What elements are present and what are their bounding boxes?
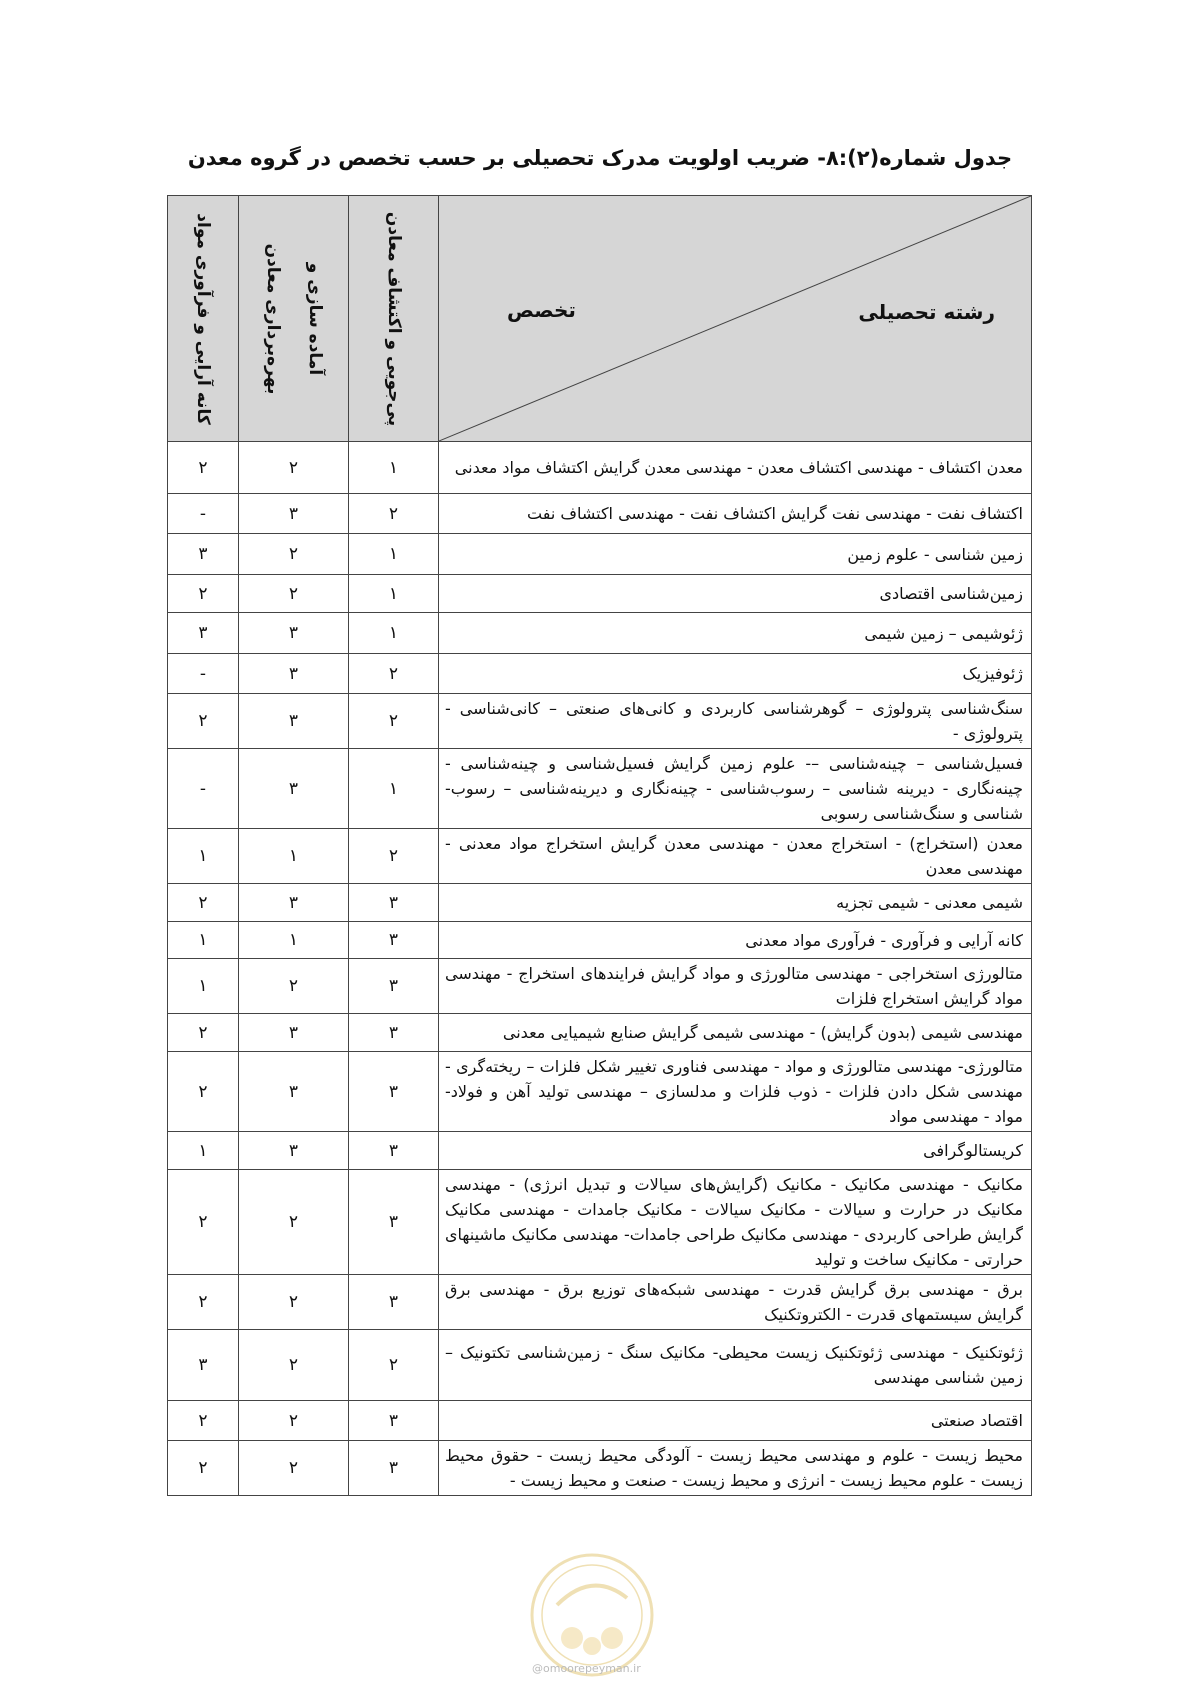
preparation-value: ۲ [239,442,349,494]
exploration-value: ۳ [349,1170,439,1275]
preparation-value: ۳ [239,654,349,694]
coefficient-table [167,195,1032,1496]
exploration-value: ۳ [349,1441,439,1496]
exploration-value: ۲ [349,494,439,534]
preparation-value: ۲ [239,1441,349,1496]
table-row [168,1170,1032,1275]
specialty-cell: سنگ‌شناسی پترولوژی – گوهرشناسی کاربردی و کانی‌های صنعتی – کانی‌شناسی - پترولوژی - [439,694,1032,749]
processing-value: ۳ [168,1330,239,1401]
specialty-cell: کانه آرایی و فرآوری - فرآوری مواد معدنی [439,922,1032,959]
processing-value: ۲ [168,442,239,494]
specialty-cell: معدن (استخراج) - استخراج معدن - مهندسی معدن گرایش استخراج مواد معدنی - مهندسی معدن [439,829,1032,884]
table-row [168,1275,1032,1330]
exploration-value: ۳ [349,922,439,959]
processing-value: ۱ [168,922,239,959]
specialty-cell: معدن اکتشاف - مهندسی اکتشاف معدن - مهندسی معدن گرایش اکتشاف مواد معدنی [439,442,1032,494]
table-row [168,884,1032,922]
table-row [168,442,1032,494]
processing-value: ۲ [168,694,239,749]
processing-value: - [168,749,239,829]
processing-value: ۳ [168,613,239,654]
header-exploration-cell [349,196,439,442]
specialty-cell: ژئوتکنیک - مهندسی ژئوتکنیک زیست محیطی- مکانیک سنگ - زمین‌شناسی تکتونیک – زمین شناسی مهندسی [439,1330,1032,1401]
processing-value: - [168,654,239,694]
specialty-cell: زمین‌شناسی اقتصادی [439,575,1032,613]
table-row [168,1401,1032,1441]
header-exploration-label: پی‌جویی و اکتشاف معادن [383,211,404,426]
table-row [168,749,1032,829]
table-title: جدول شماره(۲):۸- ضریب اولویت مدرک تحصیلی بر حسب تخصص در گروه معدن [187,146,1013,170]
processing-value: ۱ [168,1132,239,1170]
specialty-cell: متالورژی استخراجی - مهندسی متالورژی و مواد گرایش فرایندهای استخراج - مهندسی مواد گرایش استخراج فلزات [439,959,1032,1014]
table-row [168,1014,1032,1052]
specialty-cell: ژئوفیزیک [439,654,1032,694]
exploration-value: ۲ [349,654,439,694]
preparation-value: ۳ [239,749,349,829]
exploration-value: ۲ [349,694,439,749]
processing-value: ۲ [168,1014,239,1052]
exploration-value: ۳ [349,1275,439,1330]
preparation-value: ۲ [239,1401,349,1441]
specialty-cell: محیط زیست - علوم و مهندسی محیط زیست - آلودگی محیط زیست - حقوق محیط زیست - علوم محیط زیست - انرژی و محیط زیست - صنعت و محیط زیست - [439,1441,1032,1496]
table-row [168,613,1032,654]
header-preparation-label: آماده سازی و بهره‌برداری معادن [262,243,325,394]
watermark-seal [527,1550,657,1680]
exploration-value: ۲ [349,1330,439,1401]
table-row [168,1132,1032,1170]
header-field-specialty-cell [439,196,1032,442]
exploration-value: ۳ [349,1401,439,1441]
specialty-cell: اکتشاف نفت - مهندسی نفت گرایش اکتشاف نفت - مهندسی اکتشاف نفت [439,494,1032,534]
processing-value: ۲ [168,1441,239,1496]
table-row [168,959,1032,1014]
specialty-cell: اقتصاد صنعتی [439,1401,1032,1441]
processing-value: ۳ [168,534,239,575]
exploration-value: ۱ [349,534,439,575]
preparation-value: ۲ [239,534,349,575]
processing-value: ۱ [168,959,239,1014]
processing-value: ۲ [168,575,239,613]
exploration-value: ۱ [349,749,439,829]
table-row [168,922,1032,959]
table-row [168,534,1032,575]
processing-value: ۱ [168,829,239,884]
specialty-cell: مهندسی شیمی (بدون گرایش) - مهندسی شیمی گرایش صنایع شیمیایی معدنی [439,1014,1032,1052]
table-row [168,654,1032,694]
table-row [168,829,1032,884]
preparation-value: ۲ [239,959,349,1014]
preparation-value: ۳ [239,494,349,534]
specialty-cell: کریستالوگرافی [439,1132,1032,1170]
preparation-value: ۲ [239,1170,349,1275]
exploration-value: ۳ [349,1132,439,1170]
specialty-cell: زمین شناسی - علوم زمین [439,534,1032,575]
watermark-handle: @omoorepeyman.ir [532,1662,641,1675]
exploration-value: ۱ [349,442,439,494]
preparation-value: ۲ [239,1330,349,1401]
exploration-value: ۱ [349,613,439,654]
exploration-value: ۳ [349,884,439,922]
table-row [168,1052,1032,1132]
processing-value: ۲ [168,1052,239,1132]
table-row [168,494,1032,534]
processing-value: ۲ [168,1401,239,1441]
header-specialty-label: تخصص [507,298,576,322]
specialty-cell: متالورژی- مهندسی متالورژی و مواد - مهندسی فناوری تغییر شکل فلزات – ریخته‌گری - مهندسی شکل دادن فلزات - ذوب فلزات و مدلسازی – مهندسی تولید آهن و فولاد- مواد - مهندسی مواد [439,1052,1032,1132]
table-row [168,575,1032,613]
preparation-value: ۳ [239,884,349,922]
table-header-row [168,196,1032,442]
specialty-cell: فسیل‌شناسی – چینه‌شناسی –- علوم زمین گرایش فسیل‌شناسی و چینه‌شناسی - چینه‌نگاری - دیرینه شناسی – رسوب‌شناسی - چینه‌نگاری و دیرینه‌شناسی – رسوب- شناسی و سنگ‌شناسی رسوبی [439,749,1032,829]
header-field-label: رشته تحصیلی [858,300,995,324]
processing-value: ۲ [168,1275,239,1330]
preparation-value: ۳ [239,694,349,749]
processing-value: ۲ [168,1170,239,1275]
header-processing-label: کانه آرایی و فرآوری مواد [193,212,213,425]
table-row [168,1441,1032,1496]
table-row [168,1330,1032,1401]
preparation-value: ۱ [239,829,349,884]
preparation-value: ۳ [239,613,349,654]
processing-value: ۲ [168,884,239,922]
preparation-value: ۳ [239,1132,349,1170]
header-preparation-cell [239,196,349,442]
specialty-cell: مکانیک - مهندسی مکانیک - مکانیک (گرایش‌های سیالات و تبدیل انرژی) - مهندسی مکانیک در حرارت و سیالات - مکانیک سیالات - مکانیک جامدات - مهندسی مکانیک گرایش طراحی کاربردی - مهندسی مکانیک طراحی جامدات- مهندسی مکانیک ماشینهای حرارتی - مکانیک ساخت و تولید [439,1170,1032,1275]
exploration-value: ۲ [349,829,439,884]
specialty-cell: برق - مهندسی برق گرایش قدرت - مهندسی شبکه‌های توزیع برق - مهندسی برق گرایش سیستمهای قدرت - الکتروتکنیک [439,1275,1032,1330]
preparation-value: ۲ [239,1275,349,1330]
specialty-cell: ژئوشیمی – زمین شیمی [439,613,1032,654]
preparation-value: ۲ [239,575,349,613]
processing-value: - [168,494,239,534]
exploration-value: ۳ [349,1052,439,1132]
preparation-value: ۱ [239,922,349,959]
header-processing-cell [168,196,239,442]
exploration-value: ۳ [349,1014,439,1052]
specialty-cell: شیمی معدنی - شیمی تجزیه [439,884,1032,922]
table-row [168,694,1032,749]
exploration-value: ۳ [349,959,439,1014]
preparation-value: ۳ [239,1014,349,1052]
preparation-value: ۳ [239,1052,349,1132]
exploration-value: ۱ [349,575,439,613]
